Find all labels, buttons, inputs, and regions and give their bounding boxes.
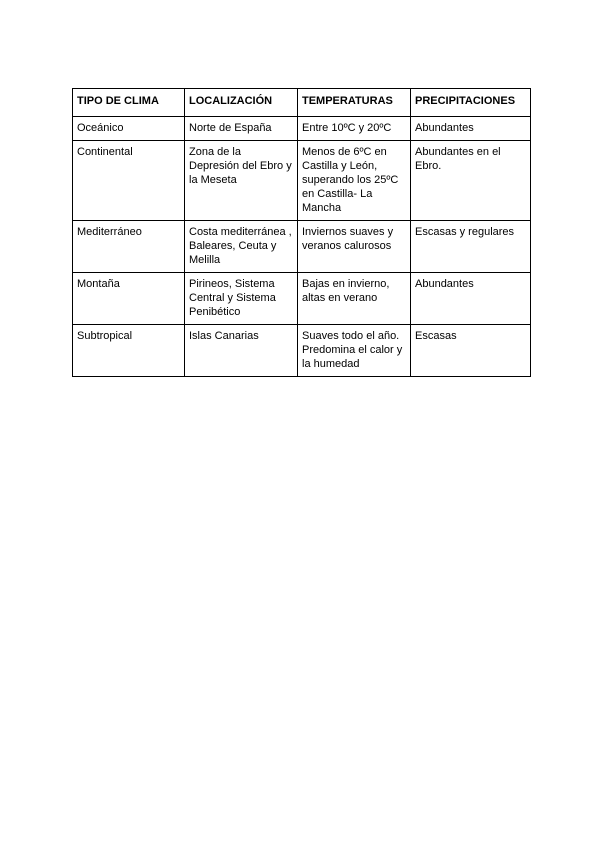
header-tipo-de-clima: TIPO DE CLIMA	[73, 89, 185, 117]
cell-clima: Oceánico	[73, 117, 185, 141]
cell-precipitaciones: Escasas y regulares	[411, 221, 531, 273]
cell-clima: Subtropical	[73, 325, 185, 377]
header-localizacion: LOCALIZACIÓN	[185, 89, 298, 117]
table-row	[73, 325, 531, 377]
cell-clima: Continental	[73, 141, 185, 221]
table-row	[73, 117, 531, 141]
table-row	[73, 141, 531, 221]
cell-precipitaciones: Escasas	[411, 325, 531, 377]
cell-localizacion: Norte de España	[185, 117, 298, 141]
header-temperaturas: TEMPERATURAS	[298, 89, 411, 117]
table-row	[73, 273, 531, 325]
cell-precipitaciones: Abundantes en el Ebro.	[411, 141, 531, 221]
table-row	[73, 221, 531, 273]
cell-precipitaciones: Abundantes	[411, 273, 531, 325]
cell-temperaturas: Entre 10ºC y 20ºC	[298, 117, 411, 141]
cell-clima: Montaña	[73, 273, 185, 325]
cell-localizacion: Zona de la Depresión del Ebro y la Meseta	[185, 141, 298, 221]
cell-clima: Mediterráneo	[73, 221, 185, 273]
cell-temperaturas: Bajas en invierno, altas en verano	[298, 273, 411, 325]
cell-temperaturas: Suaves todo el año. Predomina el calor y la humedad	[298, 325, 411, 377]
header-precipitaciones: PRECIPITACIONES	[411, 89, 531, 117]
cell-localizacion: Pirineos, Sistema Central y Sistema Penibético	[185, 273, 298, 325]
cell-temperaturas: Inviernos suaves y veranos calurosos	[298, 221, 411, 273]
climate-table	[72, 88, 531, 377]
cell-localizacion: Costa mediterránea , Baleares, Ceuta y Melilla	[185, 221, 298, 273]
cell-temperaturas: Menos de 6ºC en Castilla y León, superando los 25ºC en Castilla- La Mancha	[298, 141, 411, 221]
cell-localizacion: Islas Canarias	[185, 325, 298, 377]
table-header-row	[73, 89, 531, 117]
cell-precipitaciones: Abundantes	[411, 117, 531, 141]
